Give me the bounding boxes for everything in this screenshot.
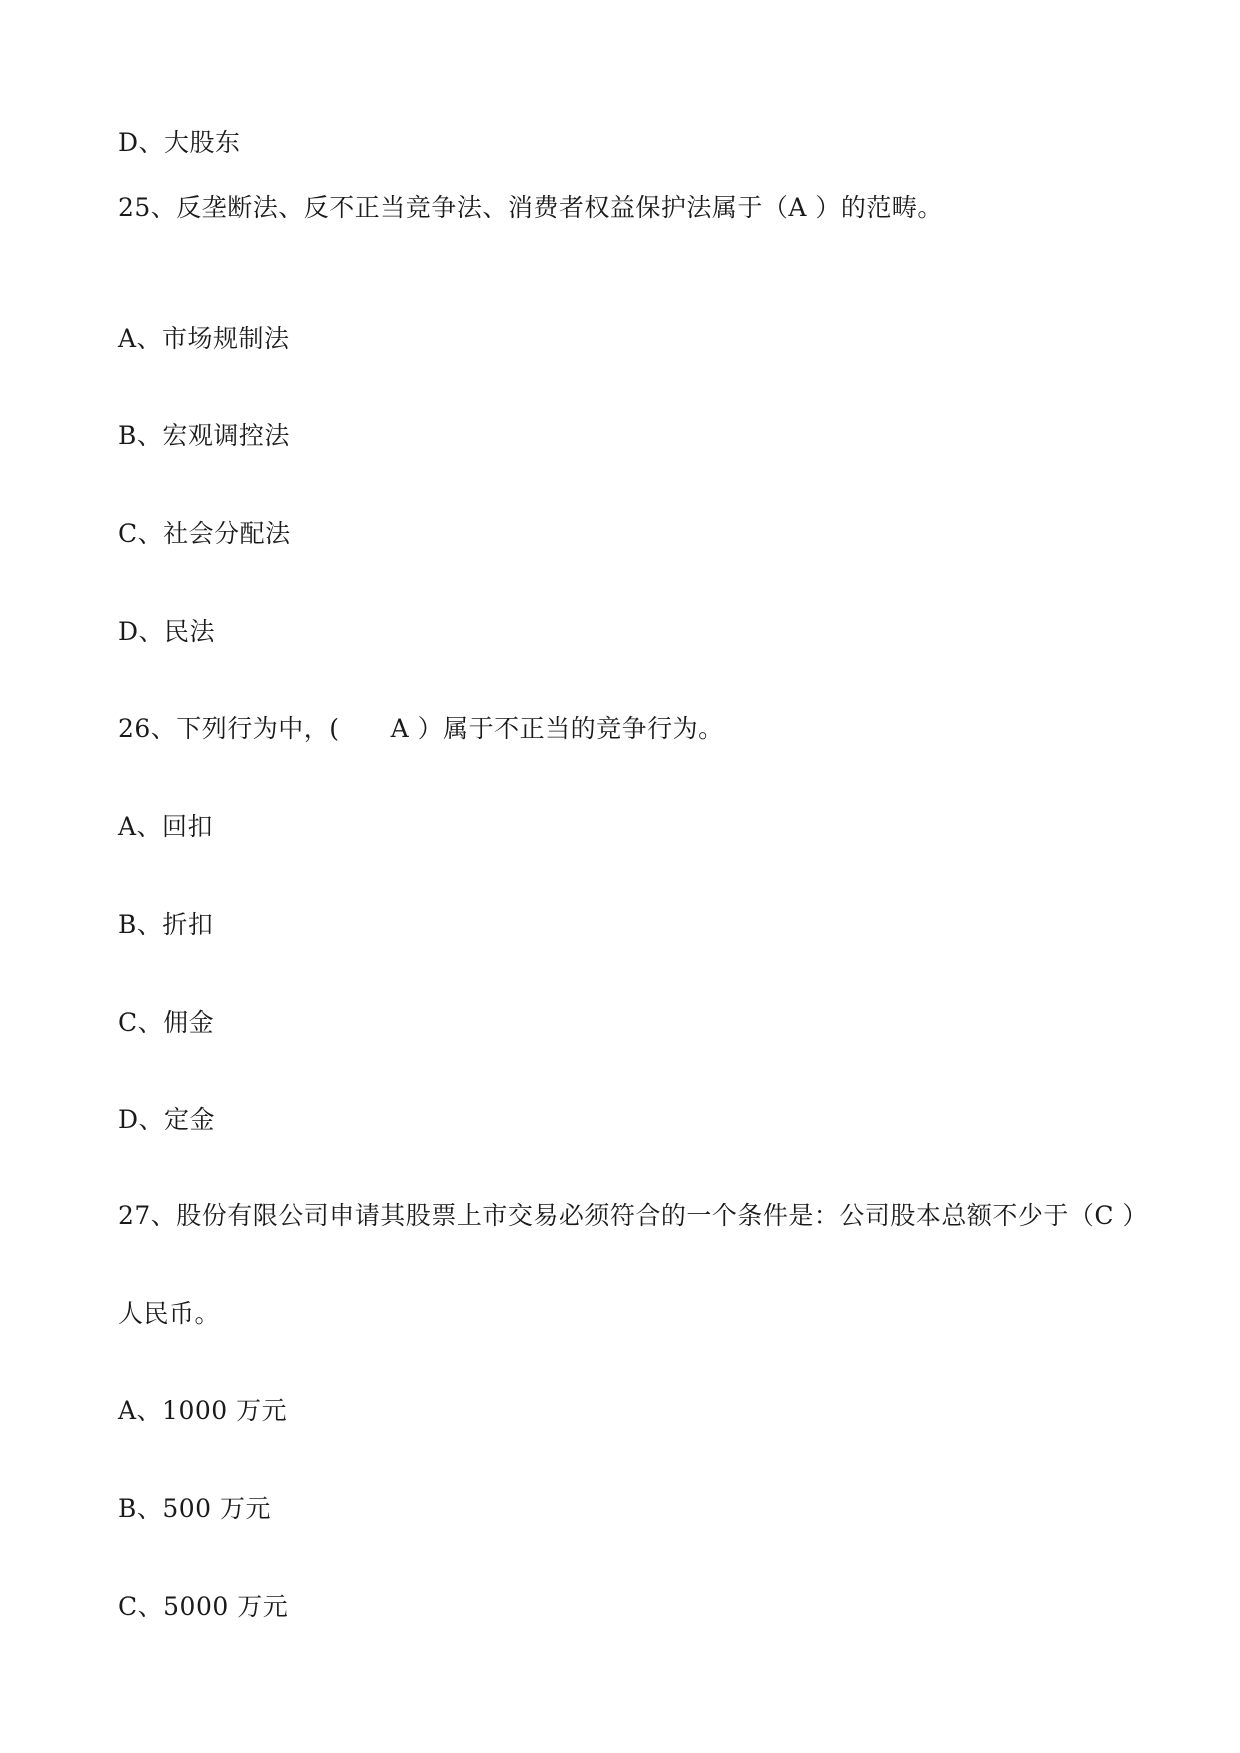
- option-a-q26: A、回扣: [118, 812, 214, 841]
- option-d-q24: D、大股东: [118, 128, 241, 157]
- option-a-q25: A、市场规制法: [118, 324, 290, 353]
- question-25: 25、反垄断法、反不正当竞争法、消费者权益保护法属于（A ）的范畴。: [118, 193, 943, 222]
- option-c-q26: C、佣金: [118, 1008, 215, 1037]
- option-b-q27: B、500 万元: [118, 1494, 272, 1523]
- option-b-q25: B、宏观调控法: [118, 421, 290, 450]
- option-d-q26: D、定金: [118, 1105, 216, 1134]
- option-a-q27: A、1000 万元: [118, 1396, 288, 1425]
- option-b-q26: B、折扣: [118, 910, 214, 939]
- question-27-cont: 人民币。: [118, 1299, 221, 1328]
- option-c-q27: C、5000 万元: [118, 1592, 289, 1621]
- question-27: 27、股份有限公司申请其股票上市交易必须符合的一个条件是：公司股本总额不少于（C ）: [118, 1201, 1148, 1230]
- option-c-q25: C、社会分配法: [118, 519, 291, 548]
- question-26: 26、下列行为中，( A ）属于不正当的竞争行为。: [118, 714, 724, 743]
- option-d-q25: D、民法: [118, 617, 216, 646]
